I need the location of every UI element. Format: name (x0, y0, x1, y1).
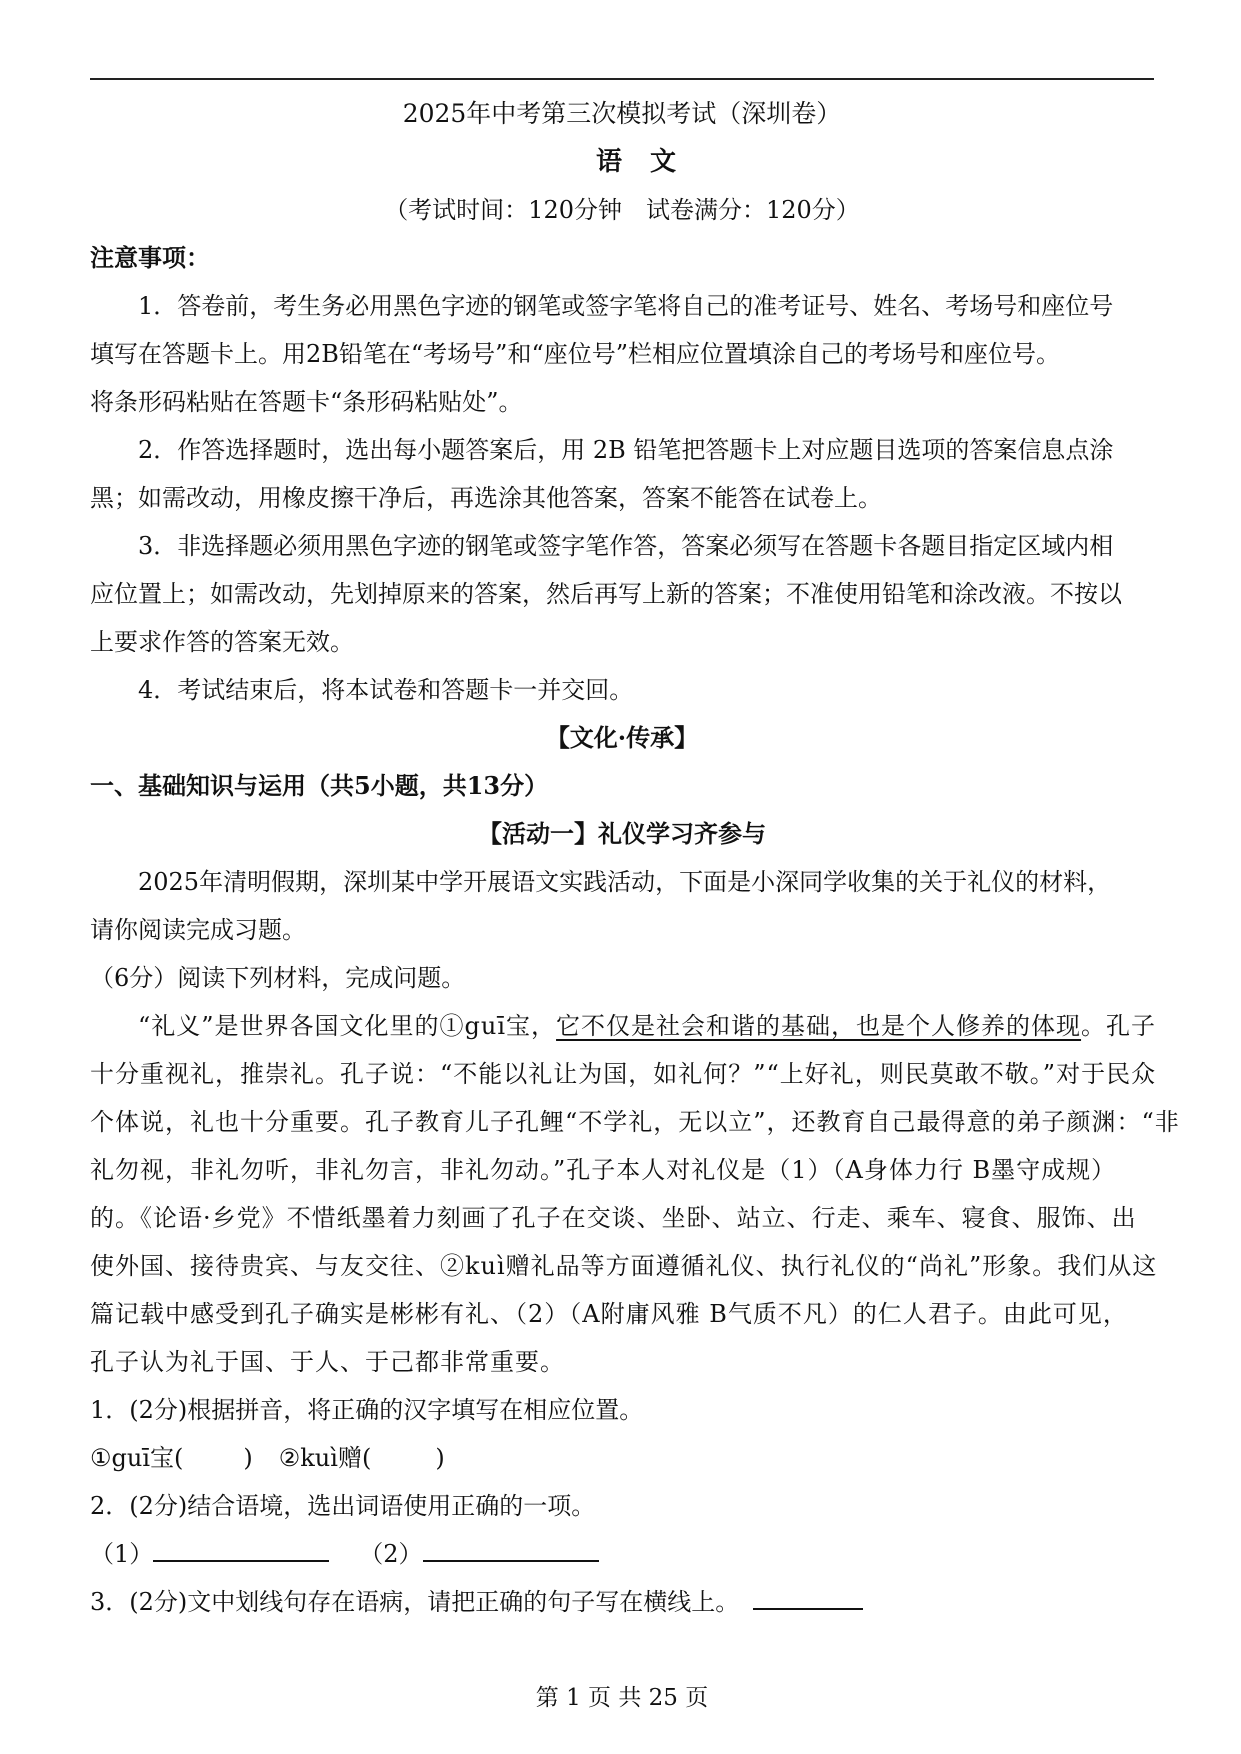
passage-line-1-start: “礼义”是世界各国文化里的①guī宝， (138, 1012, 557, 1040)
passage-line-8: 孔子认为礼于国、于人、于己都非常重要。 (90, 1348, 565, 1376)
notice-item-3-line-2: 应位置上；如需改动，先划掉原来的答案，然后再写上新的答案；不准使用铅笔和涂改液。不按以 (90, 580, 1122, 608)
q1-answer-a-label: ①guī宝( (90, 1444, 184, 1472)
q1-answer-a-close: ) (243, 1444, 253, 1472)
part1-heading: 一、基础知识与运用（共5小题，共13分） (90, 771, 549, 800)
q3-answer-blank[interactable] (753, 1584, 863, 1610)
activity1-heading: 【活动一】礼仪学习齐参与 (478, 819, 766, 848)
passage-line-1 (138, 1008, 1157, 1044)
notice-item-3-line-1: 3．非选择题必须用黑色字迹的钢笔或签字笔作答，答案必须写在答题卡各题目指定区域内相 (138, 532, 1114, 560)
question-1: 1．(2分)根据拼音，将正确的汉字填写在相应位置。 (90, 1396, 644, 1424)
q2-answer-1-label: （1） (90, 1540, 154, 1568)
passage-line-2: 十分重视礼，推崇礼。孔子说：“不能以礼让为国，如礼何？”“上好礼，则民莫敢不敬。”对于民众 (90, 1060, 1157, 1088)
activity1-task: （6分）阅读下列材料，完成问题。 (90, 964, 466, 992)
passage-line-4: 礼勿视，非礼勿听，非礼勿言，非礼勿动。”孔子本人对礼仪是（1）（A身体力行 B墨守成规） (90, 1156, 1117, 1184)
exam-info: （考试时间：120分钟 试卷满分：120分） (384, 196, 860, 224)
header-rule (90, 78, 1154, 80)
notice-item-2-line-1: 2．作答选择题时，选出每小题答案后，用 2B 铅笔把答题卡上对应题目选项的答案信息点涂 (138, 436, 1114, 464)
notice-item-1-line-3: 将条形码粘贴在答题卡“条形码粘贴处”。 (90, 388, 523, 416)
passage-line-7: 篇记载中感受到孔子确实是彬彬有礼、（2）（A附庸风雅 B气质不凡）的仁人君子。由此可见， (90, 1300, 1128, 1328)
passage-line-5: 的。《论语·乡党》不惜纸墨着力刻画了孔子在交谈、坐卧、站立、行走、乘车、寝食、服饰、出 (90, 1204, 1137, 1232)
question-3: 3．(2分)文中划线句存在语病，请把正确的句子写在横线上。 (90, 1588, 740, 1616)
notice-item-1-line-2: 填写在答题卡上。用2B铅笔在“考场号”和“座位号”栏相应位置填涂自己的考场号和座位号。 (90, 340, 1060, 368)
q1-answer-b-close: ) (435, 1444, 445, 1472)
activity1-intro-line-1: 2025年清明假期，深圳某中学开展语文实践活动，下面是小深同学收集的关于礼仪的材料， (138, 868, 1112, 896)
passage-line-3: 个体说，礼也十分重要。孔子教育儿子孔鲤“不学礼，无以立”，还教育自己最得意的弟子颜渊：“非 (90, 1108, 1180, 1136)
section-banner: 【文化·传承】 (545, 723, 699, 752)
activity1-intro-line-2: 请你阅读完成习题。 (90, 916, 306, 944)
q2-answer-1-blank[interactable] (153, 1536, 329, 1562)
q2-answer-2-label: （2） (359, 1540, 423, 1568)
exam-title: 2025年中考第三次模拟考试（深圳卷） (402, 99, 842, 128)
q1-answer-b-label: ②kuì赠( (278, 1444, 372, 1472)
notice-item-1-line-1: 1．答卷前，考生务必用黑色字迹的钢笔或签字笔将自己的准考证号、姓名、考场号和座位号 (138, 292, 1114, 320)
notice-item-2-line-2: 黑；如需改动，用橡皮擦干净后，再选涂其他答案，答案不能答在试卷上。 (90, 484, 882, 512)
passage-underlined-sentence: 它不仅是社会和谐的基础，也是个人修养的体现 (556, 1012, 1082, 1040)
q2-answer-2-blank[interactable] (423, 1536, 599, 1562)
notice-heading: 注意事项： (90, 243, 210, 272)
question-2: 2．(2分)结合语境，选出词语使用正确的一项。 (90, 1492, 596, 1520)
question-2-answers (90, 1536, 1154, 1572)
page-footer: 第 1 页 共 25 页 (535, 1685, 709, 1711)
passage-line-1-end: 。孔子 (1081, 1012, 1157, 1040)
question-3-line (90, 1584, 1154, 1620)
notice-item-4: 4．考试结束后，将本试卷和答题卡一并交回。 (138, 676, 634, 704)
notice-item-3-line-3: 上要求作答的答案无效。 (90, 628, 354, 656)
subject-title: 语文 (595, 147, 704, 177)
passage-line-6: 使外国、接待贵宾、与友交往、②kuì赠礼品等方面遵循礼仪、执行礼仪的“尚礼”形象。我们从这 (90, 1252, 1158, 1280)
question-1-answers (90, 1440, 1154, 1476)
